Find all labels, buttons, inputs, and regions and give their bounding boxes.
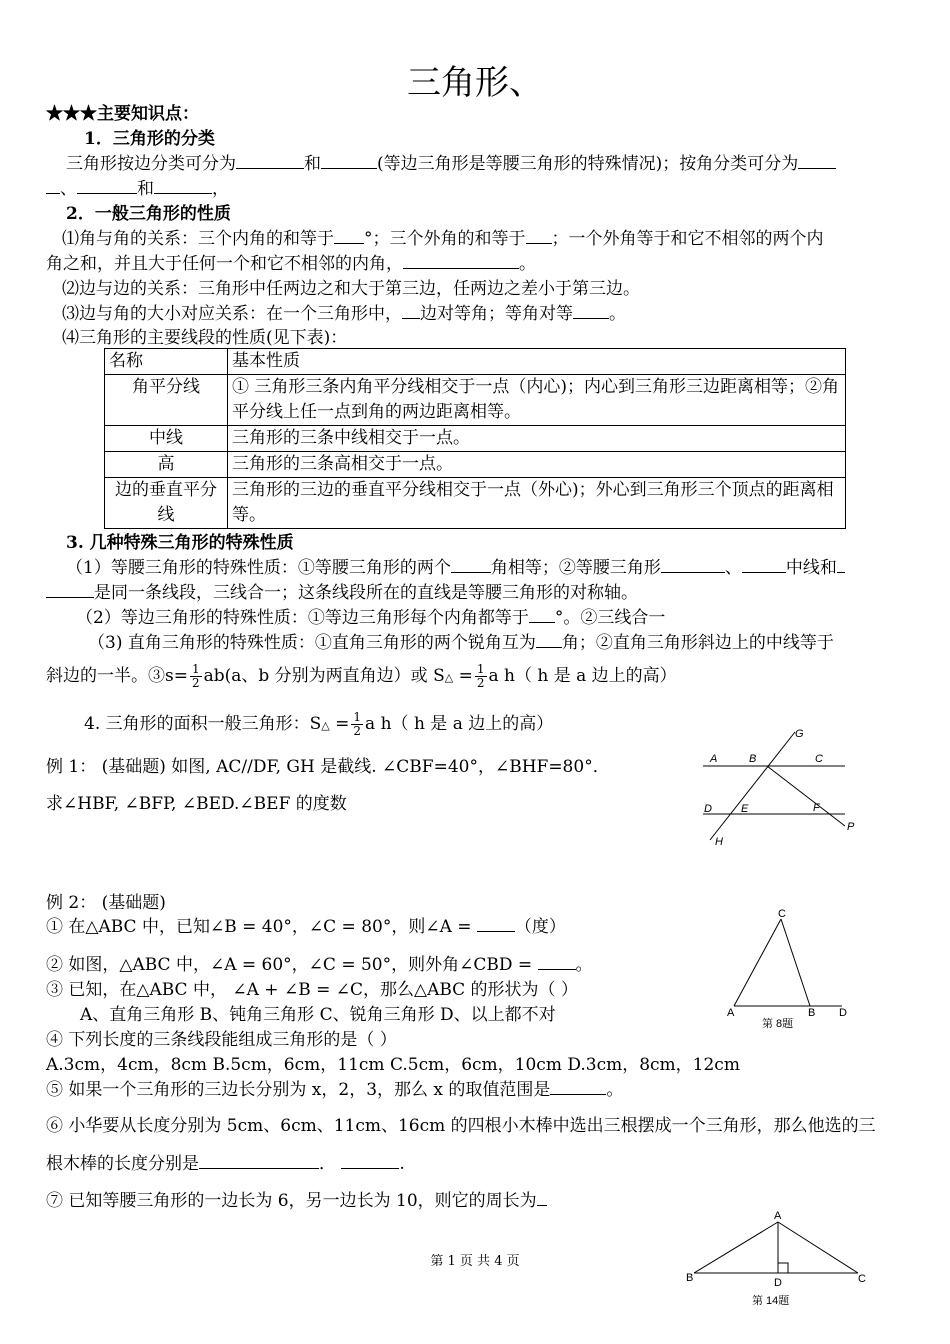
section-1-line1 xyxy=(66,151,836,177)
section-3-line2 xyxy=(46,580,638,606)
text: ⑴角与角的关系：三个内角的和等于 xyxy=(62,229,334,249)
section-2-line4 xyxy=(62,301,626,327)
text: ． xyxy=(319,1154,336,1174)
question-6-line1: ⑥ 小华要从长度分别为 5cm、6cm、11cm、16cm 的四根小木棒中选出三根摆成一个三角形，那么他选的三 xyxy=(46,1116,876,1136)
text: 4. 三角形的面积一般三角形：S xyxy=(84,714,322,734)
label-a: A xyxy=(774,1210,782,1222)
table-row xyxy=(105,478,846,529)
text: °；三个外角的和等于 xyxy=(364,229,526,249)
label-f: F xyxy=(813,802,820,814)
label-h: H xyxy=(715,836,723,848)
blank xyxy=(529,606,555,623)
question-4: ④ 下列长度的三条线段能组成三角形的是（ ） xyxy=(46,1030,397,1050)
table-cell: ① 三角形三条内角平分线相交于一点（内心)；内心到三角形三边距离相等；②角平分线上任一点到角的两边距离相等。 xyxy=(228,375,846,426)
blank xyxy=(477,915,515,932)
text: (等边三角形是等腰三角形的特殊情况)；按角分类可分为 xyxy=(377,154,799,174)
blank xyxy=(537,1189,547,1206)
label-d: D xyxy=(704,803,712,815)
side-ac xyxy=(734,919,781,1006)
text: 和 xyxy=(304,154,321,174)
text: 斜边的一半。③s= xyxy=(46,666,188,686)
table-cell: 三角形的三条高相交于一点。 xyxy=(228,452,846,478)
label-d: D xyxy=(839,1007,847,1019)
section-3-line3 xyxy=(76,605,665,631)
blank xyxy=(550,1078,606,1095)
text: 角相等；②等腰三角形 xyxy=(490,558,661,578)
parallel-lines-figure xyxy=(695,722,870,852)
text: = xyxy=(335,714,350,734)
fraction xyxy=(351,711,363,738)
blank xyxy=(77,177,137,194)
table-cell: 中线 xyxy=(105,426,228,452)
text: 角之和，并且大于任何一个和它不相邻的内角， xyxy=(46,254,403,274)
question-5 xyxy=(46,1077,623,1103)
question-3: ③ 已知，在△ABC 中， ∠A + ∠B = ∠C，那么△ABC 的形状为（ ） xyxy=(46,980,578,1000)
text: ab(a、b 分别为两直角边）或 S xyxy=(203,666,445,686)
blank xyxy=(402,302,420,319)
text: a h（ h 是 a 边上的高） xyxy=(488,666,677,686)
example-2-title: 例 2： (基础题) xyxy=(46,893,166,913)
label-a: A xyxy=(727,1007,735,1019)
text: ⑦ 已知等腰三角形的一边长为 6，另一边长为 10，则它的周长为 xyxy=(46,1191,537,1211)
text: （3) 直角三角形的特殊性质：①直角三角形的两个锐角互为 xyxy=(88,633,536,653)
blank xyxy=(46,177,60,194)
label-a: A xyxy=(710,753,718,765)
table-row xyxy=(105,349,846,375)
transversal-gh xyxy=(710,732,795,840)
section-3-line4 xyxy=(88,630,834,656)
section-1-line2 xyxy=(46,176,229,202)
table-cell: 角平分线 xyxy=(105,375,228,426)
table-row xyxy=(105,452,846,478)
blank xyxy=(798,152,836,169)
triangle-symbol: △ xyxy=(444,671,454,684)
section-2-line3: ⑵边与边的关系：三角形中任两边之和大于第三边，任两边之差小于第三边。 xyxy=(62,279,640,299)
blank xyxy=(341,1152,399,1169)
table-cell: 边的垂直平分线 xyxy=(105,478,228,529)
table-row xyxy=(105,375,846,426)
section-1-title: 1．三角形的分类 xyxy=(84,129,215,149)
figure-caption: 第 14题 xyxy=(752,1295,790,1307)
label-c: C xyxy=(778,908,786,920)
label-g: G xyxy=(795,728,804,740)
section-3-line1 xyxy=(66,555,845,581)
section-2-line2 xyxy=(46,251,536,277)
side-cb xyxy=(781,919,810,1006)
text: 。 xyxy=(609,304,626,324)
text: 是同一条线段，三线合一；这条线段所在的直线是等腰三角形的对称轴。 xyxy=(94,583,638,603)
question-7 xyxy=(46,1188,547,1214)
question-4-options: A.3cm，4cm，8cm B.5cm，6cm，11cm C.5cm，6cm，10cm D.3cm，8cm，12cm xyxy=(46,1055,740,1075)
table-row xyxy=(105,426,846,452)
text: ， xyxy=(212,179,229,199)
blank xyxy=(536,631,562,648)
text: °。②三线合一 xyxy=(554,608,666,628)
text: 、 xyxy=(60,179,77,199)
section-3-line5 xyxy=(46,659,677,695)
section-2-title: 2．一般三角形的性质 xyxy=(66,204,231,224)
fraction xyxy=(190,663,202,690)
section-2-line5: ⑷三角形的主要线段的性质(见下表)： xyxy=(62,328,348,348)
section-2-line1 xyxy=(62,226,824,252)
example-1-line2: 求∠HBF, ∠BFP, ∠BED.∠BEF 的度数 xyxy=(46,794,347,814)
line-bf xyxy=(767,766,845,826)
table-cell: 高 xyxy=(105,452,228,478)
denominator: 2 xyxy=(476,676,485,690)
text: ⑤ 如果一个三角形的三边长分别为 x，2，3，那么 x 的取值范围是 xyxy=(46,1080,551,1100)
numerator: 1 xyxy=(353,710,362,724)
text: . xyxy=(399,1154,405,1174)
label-p: P xyxy=(847,821,855,833)
label-d: D xyxy=(774,1277,782,1289)
main-heading: ★★★主要知识点： xyxy=(46,104,199,124)
blank xyxy=(451,556,491,573)
table-header-name: 名称 xyxy=(105,349,228,375)
denominator: 2 xyxy=(353,724,362,738)
text: 根木棒的长度分别是 xyxy=(46,1154,199,1174)
blank xyxy=(199,1152,319,1169)
fraction xyxy=(475,663,487,690)
label-b: B xyxy=(808,1007,816,1019)
question-2 xyxy=(46,952,593,978)
text: 。 xyxy=(575,955,593,975)
numerator: 1 xyxy=(191,662,200,676)
blank xyxy=(837,556,845,573)
text: 边对等角；等角对等 xyxy=(420,304,573,324)
text: a h（ h 是 a 边上的高） xyxy=(365,714,554,734)
text: 角；②直角三角形斜边上的中线等于 xyxy=(561,633,834,653)
triangle-symbol: △ xyxy=(321,719,330,732)
label-b: B xyxy=(749,753,757,765)
text: 、 xyxy=(724,558,742,578)
label-c: C xyxy=(815,753,823,765)
table-cell: 三角形的三边的垂直平分线相交于一点（外心)；外心到三角形三个顶点的距离相等。 xyxy=(228,478,846,529)
example-1-line1: 例 1： (基础题) 如图, AC//DF, GH 是截线. ∠CBF=40°，∠BHF=80°． xyxy=(46,757,610,777)
text: 三角形按边分类可分为 xyxy=(66,154,236,174)
label-b: B xyxy=(686,1272,694,1284)
question-6-line2 xyxy=(46,1151,405,1177)
blank xyxy=(46,581,94,598)
label-e: E xyxy=(741,803,749,815)
text: ⑶边与角的大小对应关系：在一个三角形中， xyxy=(62,304,402,324)
blank xyxy=(154,177,212,194)
blank xyxy=(526,227,552,244)
text: ① 在△ABC 中，已知∠B = 40°，∠C = 80°，则∠A = xyxy=(46,917,472,937)
numerator: 1 xyxy=(476,662,485,676)
blank xyxy=(403,252,519,269)
label-c: C xyxy=(858,1273,866,1285)
blank xyxy=(538,953,576,970)
blank xyxy=(661,556,725,573)
text: 和 xyxy=(137,179,154,199)
question-3-options: A、直角三角形 B、钝角三角形 C、锐角三角形 D、以上都不对 xyxy=(80,1005,556,1025)
blank xyxy=(334,227,364,244)
text: = xyxy=(458,666,473,686)
blank xyxy=(573,302,609,319)
section-3-title: 3. 几种特殊三角形的特殊性质 xyxy=(66,533,294,553)
section-4-line xyxy=(84,707,553,743)
text: （度） xyxy=(514,917,566,937)
text: ② 如图，△ABC 中，∠A = 60°，∠C = 50°，则外角∠CBD = xyxy=(46,955,533,975)
properties-table xyxy=(104,348,846,529)
text: （2）等边三角形的特殊性质：①等边三角形每个内角都等于 xyxy=(76,608,529,628)
text: ；一个外角等于和它不相邻的两个内 xyxy=(551,229,824,249)
blank xyxy=(321,152,377,169)
table-cell: 三角形的三条中线相交于一点。 xyxy=(228,426,846,452)
text: 。 xyxy=(606,1080,624,1100)
page-title: 三角形、 xyxy=(407,63,543,103)
triangle-figure-8 xyxy=(718,905,858,1035)
blank xyxy=(236,152,304,169)
denominator: 2 xyxy=(191,676,200,690)
blank xyxy=(742,556,786,573)
figure-caption: 第 8题 xyxy=(762,1018,794,1030)
table-header-property: 基本性质 xyxy=(228,349,846,375)
text: 。 xyxy=(519,254,536,274)
text: （1）等腰三角形的特殊性质：①等腰三角形的两个 xyxy=(66,558,451,578)
page-footer: 第 1 页 共 4 页 xyxy=(430,1254,520,1269)
text: 中线和 xyxy=(785,558,837,578)
question-1 xyxy=(46,914,566,940)
